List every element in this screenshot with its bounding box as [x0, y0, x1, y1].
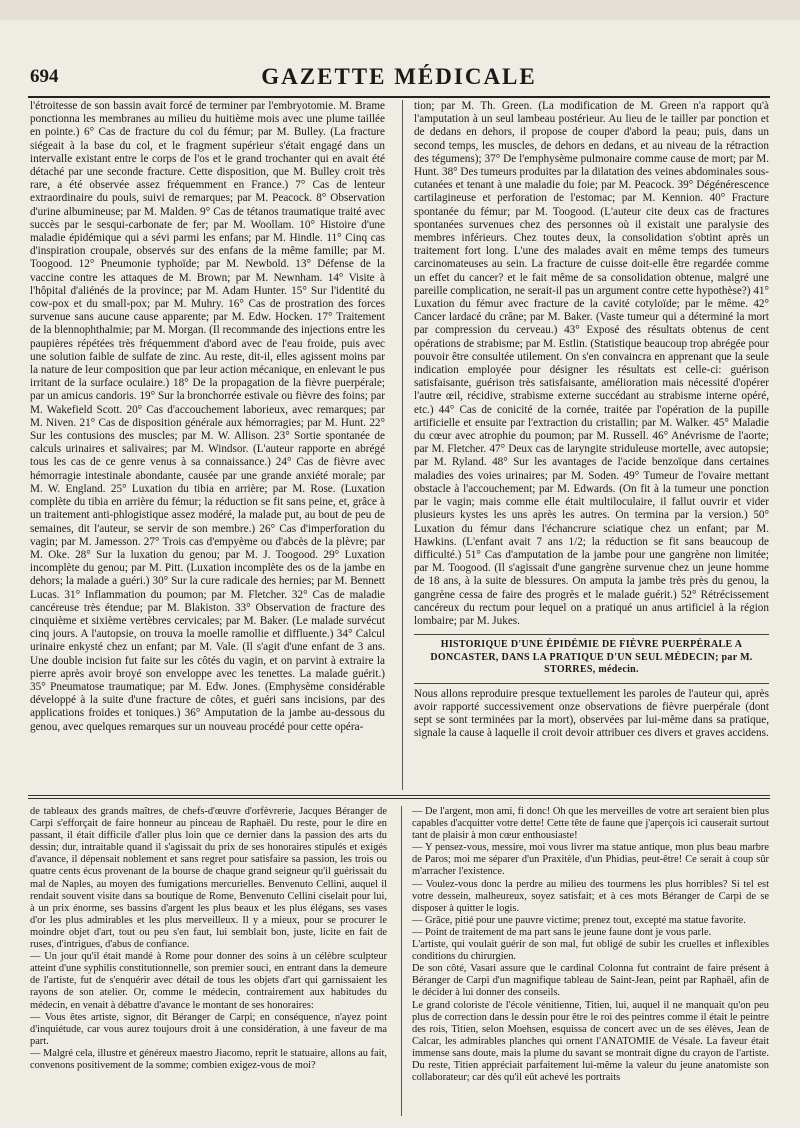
- feuilleton-right-column: [412, 806, 769, 1116]
- feuilleton-paragraph: — Voulez-vous donc la perdre au milieu des tourmens les plus horribles? Si tel est votre dessein, malheureux, soyez satisfait; et à ces mots Béranger de Carpi de se disposer à quitter le logis.: [412, 878, 769, 914]
- section-rule: [414, 683, 769, 684]
- feuilleton-paragraph: De son côté, Vasari assure que le cardinal Colonna fut contraint de faire présent à Béranger de Carpi d'un magnifique tableau de Saint-Jean, peint par Raphaël, afin de le décider à lui donner des conseils.: [412, 963, 769, 999]
- feuilleton-paragraph: — Grâce, pitié pour une pauvre victime; prenez tout, excepté ma statue favorite.: [412, 914, 746, 926]
- section-intro: Nous allons reproduire presque textuellement les paroles de l'auteur qui, après avoir rapporté successivement onze observations de fièvre puerpérale (dont sept se sont terminées par la mort), observées par lui-même dans sa pratique, signale la cause à laquelle il croit devoir attribuer ces divers et graves accidens.: [414, 687, 769, 740]
- left-column-text: l'étroitesse de son bassin avait forcé de terminer par l'embryotomie. M. Brame ponctionna les membranes au milieu du huitième mois avec une plume taillée en pointe.) 6° Cas de fracture du col du fémur; par M. Bulley. (La fracture siégeait à la base du col, et le fragment supérieur s'était engagé dans un intervalle existant entre le corps de l'os et le grand trochanter qui en avait été détaché par une seconde fracture. Cette disposition, que M. Bulley croit très rare, a été observée assez fréquemment en France.) 7° Cas de lenteur extraordinaire du pouls, suivi de remarques; par M. Peacock. 8° Observation d'urine albumineuse; par M. Malden. 9° Cas de tétanos traumatique traité avec succès par le sesqui-carbonate de fer; par M. Woollam. 10° Histoire d'une maladie épidémique qui a sévi parmi les enfans; par M. Hindle. 11° Cinq cas d'inspiration croupale, observés sur des enfans de la même famille; par M. Toogood. 12° Pneumonie typhoïde; par M. Newbold. 13° Défense de la vaccine contre les attaques de M. Brown; par M. Newnham. 14° Visite à l'hôpital d'aliénés de la province; par M. Adam Hunter. 15° Sur l'identité du cow-pox et du small-pox; par M. Muhry. 16° Cas de prostration des forces survenue sans aucune cause apparente; par M. Edw. Hocken. 17° Traitement de la blennophthalmie; par M. Morgan. (Il recommande des injections entre les paupières répétées très fréquemment d'abord avec de l'eau froide, puis avec une solution faible de sulfate de zinc. Au reste, dit-il, elles agissent moins par la nature de leur composition que par leur action mécanique, en enlevant le pus irritant de la surface oculaire.) 18° De la propagation de la fièvre puerpérale; par un amicus candoris. 19° Sur la bronchorrée estivale ou fièvre des foins; par M. Wakefield Scott. 20° Cas d'accouchement laborieux, avec remarques; par M. Niven. 21° Cas de disposition générale aux hémorragies; par M. Hunt. 22° Sur les contusions des muscles; par M. W. Allison. 23° Sortie spontanée de calculs urinaires et salivaires; par M. Windsor. (L'auteur rapporte en abrégé tous les cas de ce genre venus à sa connaissance.) 24° Cas de fièvre avec hémorragie intestinale abondante, causée par une grande anxiété morale; par M. W. England. 25° Luxation du tibia en arrière; par M. Rose. (Luxation complète du tibia en arrière du fémur; la réduction se fit sans peine, et, grâce à un traitement anti-phlogistique assez modéré, la malade put, au bout de peu de semaines, dit l'auteur, se servir de son membre.) 26° Cas d'imperforation du vagin; par M. Jamesson. 27° Trois cas d'empyème ou d'abcès de la plèvre; par M. Oke. 28° Sur la luxation du genou; par M. J. Toogood. 29° Luxation incomplète du genou; par M. Pitt. (Luxation incomplète des os de la jambe en dehors; la malade a guéri.) 30° Sur la cure radicale des hernies; par M. Bennett Lucas. 31° Inflammation du poumon; par M. Fletcher. 32° Cas de maladie cancéreuse très étendue; par M. Blakiston. 33° Observation de fracture des cinquième et sixième vertèbres cervicales; par M. Baker. (Le malade survécut cinq jours. A l'autopsie, on trouva la moelle ramollie et diffluente.) 34° Calcul urinaire enkysté chez un enfant; par M. Vale. (Il s'agit d'une enfant de 3 ans. Une double incision fut faite sur les côtés du vagin, et on parvint à extraire la pierre après avoir broyé son enveloppe avec les tenettes. La malade guérit.) 35° Pneumatose traumatique; par M. Edw. Jones. (Emphysème considérable développé à la suite d'une fracture de côtes, et guéri sans incisions, par des applications froides et toniques.) 36° Amputation de la jambe au-dessous du genou, avec quelques remarques sur un nouveau procédé pour cette opéra-: [30, 100, 385, 733]
- journal-title: GAZETTE MÉDICALE: [261, 64, 537, 89]
- feuilleton-left-column: [30, 806, 387, 1116]
- feuilleton-column-divider: [401, 806, 402, 1116]
- right-column-text: tion; par M. Th. Green. (La modification de M. Green n'a rapport qu'à l'amputation à un seul lambeau postérieur. Au lieu de le tailler par ponction et de dedans en dehors, il propose de couper d'abord la peau; puis, dans un second temps, les muscles, de dehors en dedans, et au niveau de la rétraction des tégumens); 37° De l'emphysème pulmonaire comme cause de mort; par M. Hunt. 38° Des tumeurs produites par la dilatation des veines abdominales sous-cutanées et tenant à une maladie du foie; par M. Peacock. 39° Dégénérescence cartilagineuse et perforation de l'estomac; par M. Kennion. 40° Fracture spontanée du fémur; par M. Toogood. (L'auteur cite deux cas de fractures spontanées survenues chez des personnes où il existait une paralysie des membres inférieurs. Chez toutes deux, la consolidation s'obtint après un traitement fort long. L'une des malades avait en même temps des tumeurs carcinomateuses au sein. La fracture de cuisse doit-elle être regardée comme un effet du cancer? et le fait même de sa consolidation obtenue, malgré une pareille complication, ne serait-il pas un argument contre cette hypothèse?) 41° Luxation du fémur avec fracture de la cavité cotyloïde; par le même. 42° Cancer lardacé du crâne; par M. Baker. (Vaste tumeur qui a déterminé la mort par compression du cerveau.) 43° Exposé des résultats obtenus de cent opérations de strabisme; par M. Estlin. (Statistique beaucoup trop abrégée pour pouvoir être consultée utilement. On s'en convaincra en apprenant que la seule indication employée pour désigner les résultats est celle-ci: guérison satisfaisante, guérison très satisfaisante, amélioration mais nécessité d'opérer l'autre œil, récidive, strabisme externe succédant au strabisme interne opéré, etc.) 44° Cas de conicité de la cornée, traitée par l'opération de la pupille artificielle et ensuite par l'extraction du cristallin; par M. Walker. 45° Maladie du cœur avec atrophie du poumon; par M. Russell. 46° Anévrisme de l'aorte; par M. Fletcher. 47° Deux cas de laryngite striduleuse mortelle, avec autopsie; par M. Ryland. 48° Sur les avantages de l'acide benzoïque dans certaines maladies des voies urinaires; par M. Soden. 49° Tumeur de l'ovaire mettant obstacle à l'accouchement; par M. Edwards. (On fit à la tumeur une ponction par le vagin; mais comme elle était multiloculaire, il fallut ouvrir et vider plusieurs kystes les uns après les autres. On termina par la version.) 50° Luxation du fémur dans l'échancrure sciatique chez un enfant; par M. Hawkins. (L'enfant avait 7 ans 1/2; la réduction se fit sans beaucoup de difficulté.) 51° Cas d'amputation de la jambe pour une gangrène non limitée; par M. Toogood. (Il s'agissait d'une gangrène survenue chez un jeune homme de 18 ans, à la suite de blessures. On amputa la jambe très près du genou, la gangrène cessa de faire des progrès et le malade guérit.) 52° Rétrécissement cancéreux du rectum pour lequel on a pratiqué un anus artificiel à la région lombaire; par M. Jukes.: [414, 100, 769, 627]
- feuilleton-paragraph: Le grand coloriste de l'école vénitienne, Titien, lui, auquel il ne manquait qu'on peu plus de correction dans le dessin pour être le roi des peintres comme il était le peintre des rois, Titien, selon Moehsen, esquissa de concert avec un de ses élèves, Jean de Calcar, les admirables planches qui ornent l'ANATOMIE de Vésale. La faveur était immense sans doute, mais la plume du savant se montrait digne du crayon de l'artiste. Du reste, Titien appréciait parfaitement lui-même la valeur du jeune anatomiste son collaborateur; car dès qu'il eût achevé les portraits: [412, 999, 769, 1084]
- feuilleton-divider: [28, 798, 770, 799]
- feuilleton: [28, 806, 770, 1116]
- feuilleton-paragraph: — De l'argent, mon ami, fi donc! Oh que les merveilles de votre art seraient bien plus capables d'acquitter votre dette! Cette tête de faune que j'aperçois ici causerait surtout tant de plaisir à mon cœur enthousiaste!: [412, 806, 769, 842]
- section-rule: [414, 634, 769, 635]
- section-heading: HISTORIQUE D'UNE ÉPIDÉMIE DE FIÈVRE PUERPÉRALE A DONCASTER, DANS LA PRATIQUE D'UN SEUL MÉDECIN; par M. STORRES, médecin.: [430, 639, 753, 676]
- feuilleton-paragraph: — Un jour qu'il était mandé à Rome pour donner des soins à un célèbre sculpteur atteint d'une syphilis constitutionnelle, son premier souci, en entrant dans la demeure de l'artiste, fut de s'enquérir avec détail de tous les objets d'art qui garnissaient les rayons de son atelier. Or, comme le médecin, contrairement aux habitudes du médecin, en venait à débattre d'avance le montant de ses honoraires:: [30, 951, 387, 1011]
- feuilleton-paragraph: — Vous êtes artiste, signor, dit Béranger de Carpi; en conséquence, n'ayez point d'inquiétude, car vous aurez toujours droit à une considération, à une faveur de ma part.: [30, 1011, 387, 1047]
- feuilleton-paragraph: — Malgré cela, illustre et généreux maestro Jiacomo, reprit le statuaire, allons au fait, convenons positivement de la somme; combien exigez-vous de moi?: [30, 1047, 387, 1071]
- scan-top-strip: [0, 0, 800, 20]
- page-header: [28, 62, 770, 98]
- feuilleton-divider: [28, 795, 770, 796]
- left-column: [30, 100, 385, 790]
- right-column: [414, 100, 769, 790]
- main-article: [28, 100, 770, 790]
- feuilleton-paragraph: de tableaux des grands maîtres, de chefs-d'œuvre d'orfèvrerie, Jacques Béranger de Carpi s'efforçait de faire honneur au pinceau de Raphaël. Du reste, pour le dire en passant, il était difficile d'aller plus loin que ce dernier dans la passion des arts du dessin; dur, intraitable quand il s'agissait du prix de ses honoraires stipulés et exigés d'avance, il dépensait noblement et sans regret pour satisfaire sa passion, les trois ou quatre cents écus provenant de la bourse de chaque grand seigneur qu'il guérissait du mal de Naples, au moyen des fumigations mercurielles. Benvenuto Cellini, auquel il rendait souvent visite dans sa boutique de Rome, Benvenuto Cellini ciselait pour lui, à un prix énorme, ses bassins d'argent les plus beaux et les plus élégans, ses vases d'or les plus admirables et les plus merveilleux. Il y a mieux, pour se procurer le moindre objet d'art, tout ou peu s'en faut, lui semblait bon, juste, licite en fait de ruses, d'intrigues, d'abus de confiance.: [30, 806, 387, 951]
- column-divider: [402, 100, 403, 790]
- page-number: 694: [30, 66, 59, 87]
- feuilleton-paragraph: — Y pensez-vous, messire, moi vous livrer ma statue antique, mon plus beau marbre de Paros; moi me séparer d'un Praxitèle, d'un Phidias, peut-être! Ce serait à coup sûr m'arracher l'existence.: [412, 842, 769, 878]
- feuilleton-paragraph: L'artiste, qui voulait guérir de son mal, fut obligé de subir les cruelles et inflexibles conditions du chirurgien.: [412, 939, 769, 963]
- feuilleton-paragraph: — Point de traitement de ma part sans le jeune faune dont je vous parle.: [412, 926, 712, 938]
